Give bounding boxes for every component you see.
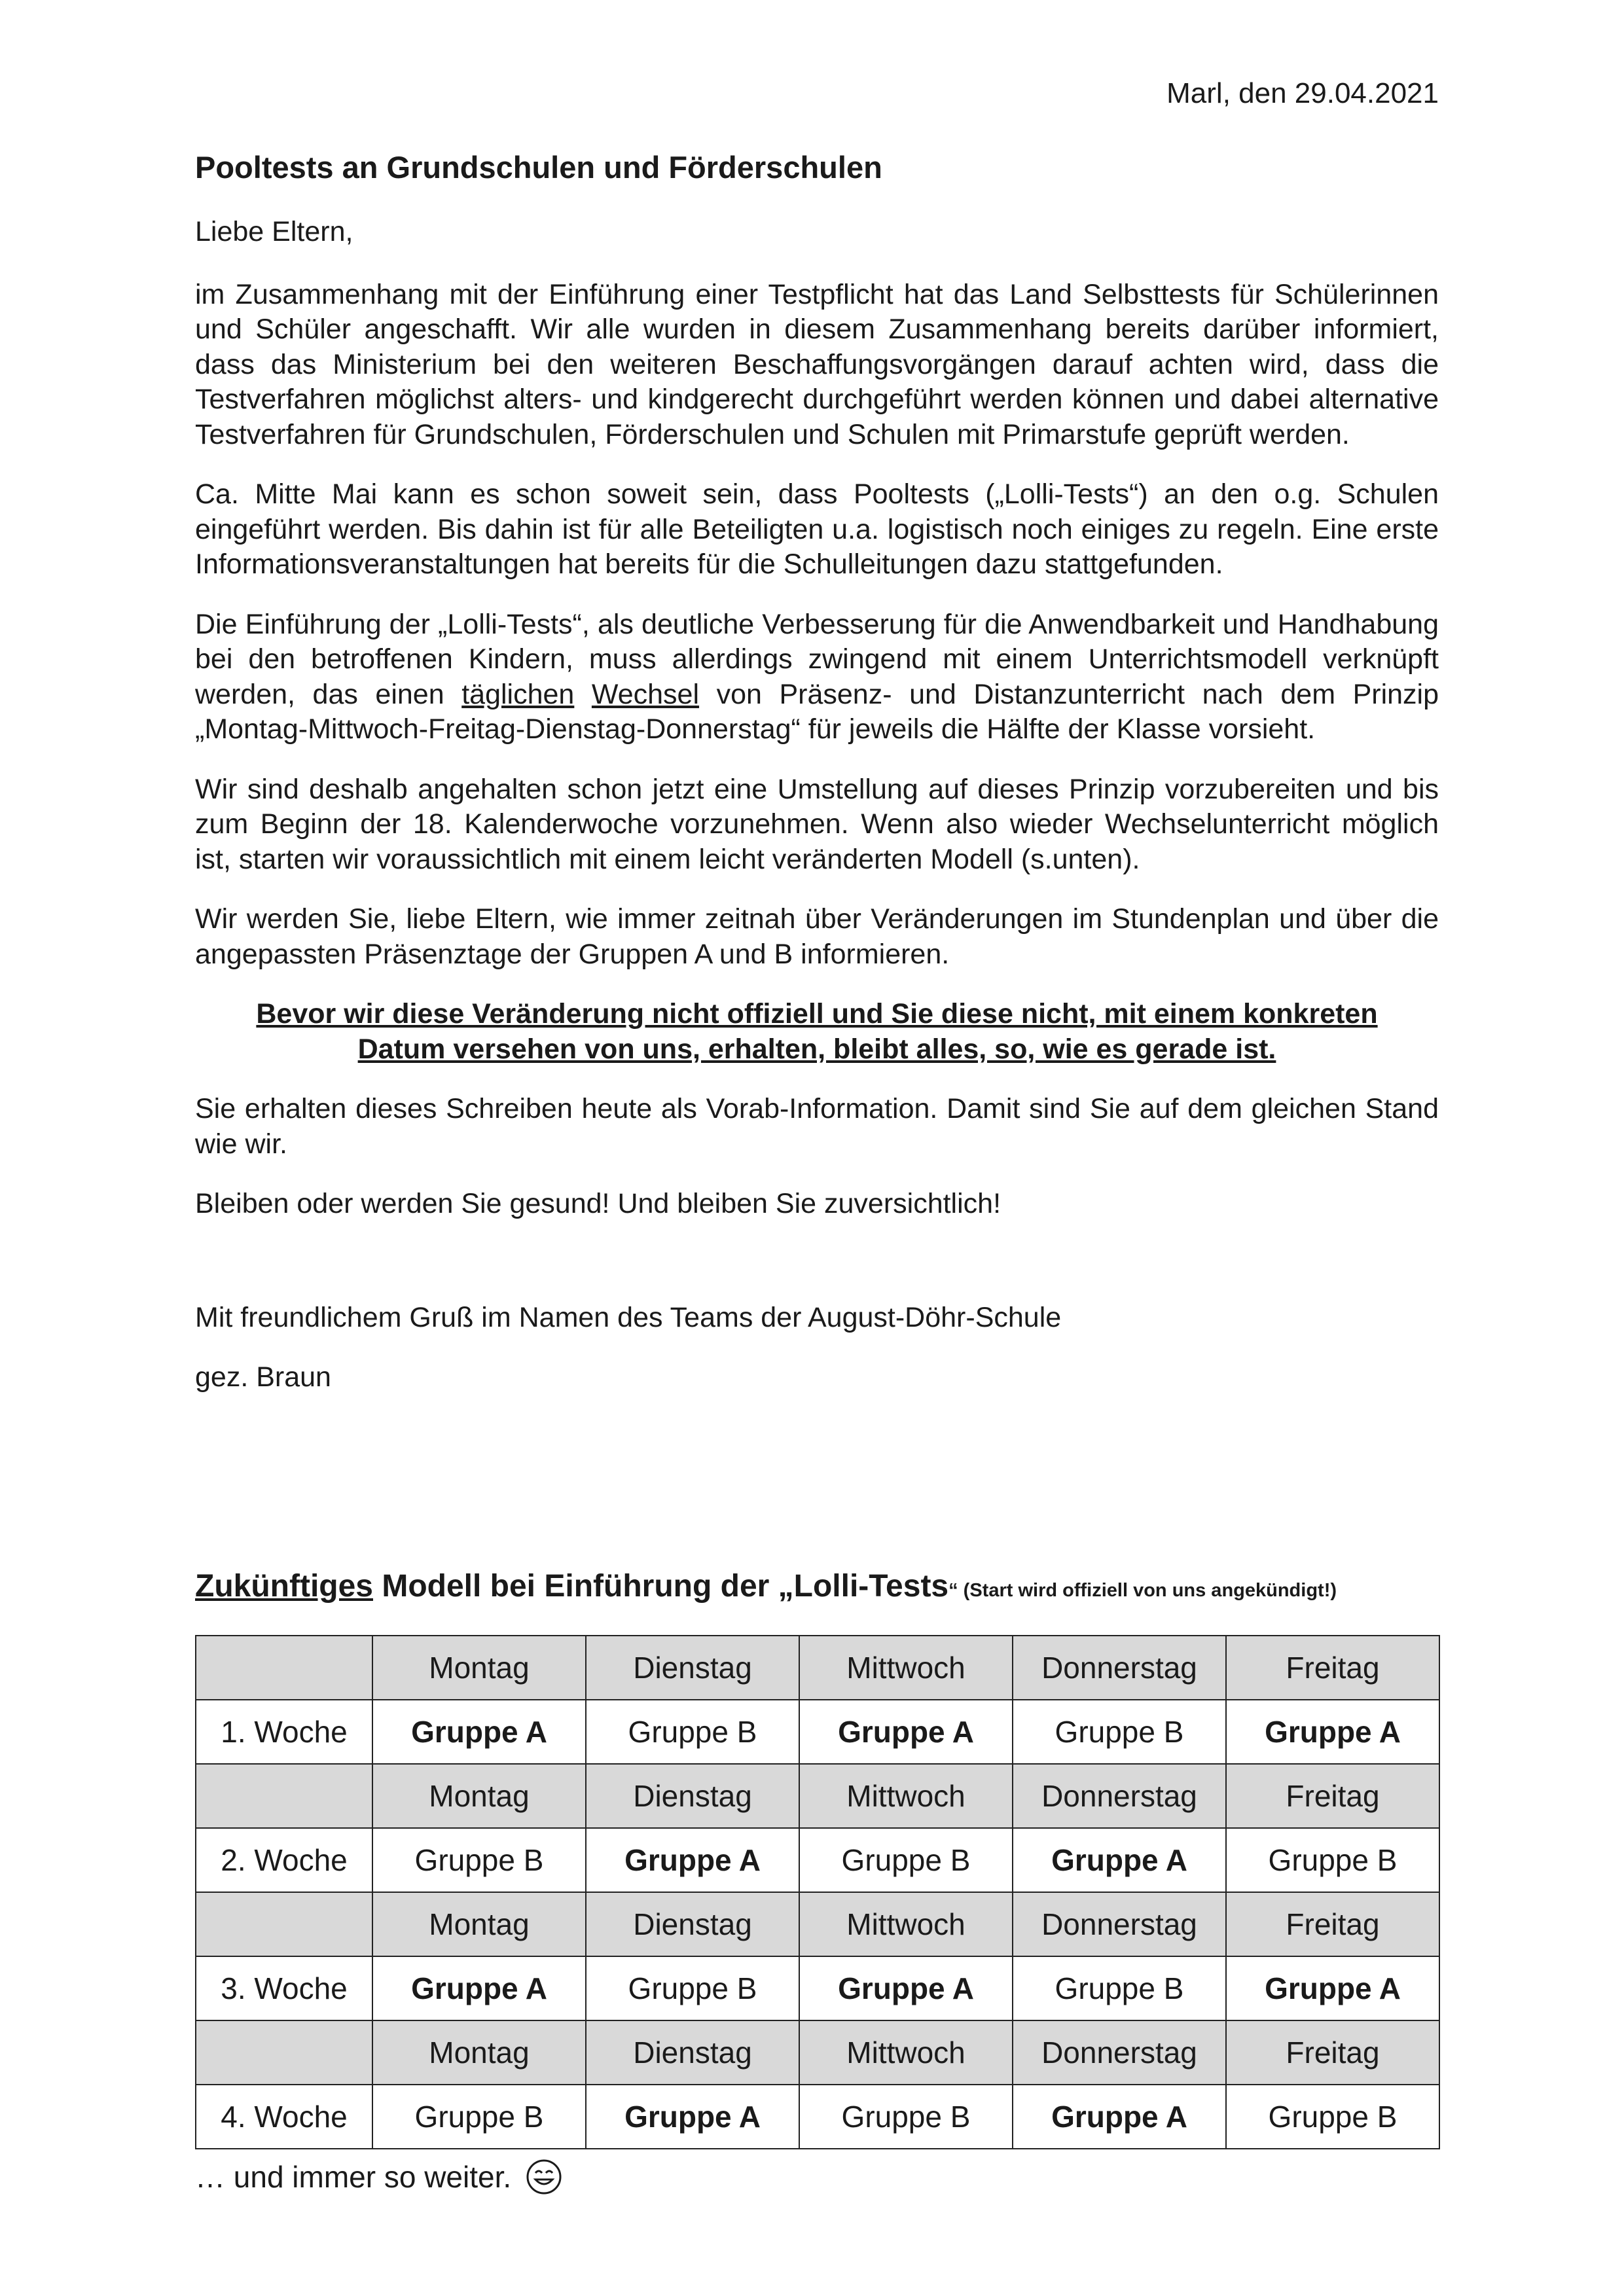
group-cell: Gruppe A (586, 2085, 799, 2149)
day-header-row (196, 1636, 1439, 1700)
important-notice: Bevor wir diese Veränderung nicht offiziell und Sie diese nicht, mit einem konkreten Datum versehen von uns, erhalten, bleibt alles, so, wie es gerade ist. (256, 998, 1378, 1065)
group-cell: Gruppe B (372, 1828, 586, 1892)
week-row (196, 1956, 1439, 2020)
group-cell: Gruppe A (799, 1956, 1013, 2020)
group-cell: Gruppe B (586, 1956, 799, 2020)
empty-corner-cell (196, 2020, 372, 2085)
week-row (196, 1828, 1439, 1892)
day-header-row (196, 1892, 1439, 1956)
group-cell: Gruppe A (372, 1956, 586, 2020)
week-label-cell: 1. Woche (196, 1700, 372, 1764)
underlined-word-change: Wechsel (591, 678, 700, 710)
group-cell: Gruppe A (1226, 1700, 1439, 1764)
week-row (196, 1700, 1439, 1764)
letter-title: Pooltests an Grundschulen und Förderschulen (195, 150, 882, 185)
date-line: Marl, den 29.04.2021 (1166, 77, 1439, 109)
day-header-cell: Dienstag (586, 2020, 799, 2085)
model-heading-rest: Modell bei Einführung der „Lolli-Tests (373, 1569, 949, 1604)
day-header-cell: Dienstag (586, 1892, 799, 1956)
empty-corner-cell (196, 1764, 372, 1828)
closing: Mit freundlichem Gruß im Namen des Teams der August-Döhr-Schule (195, 1301, 1062, 1333)
paragraph-3 (195, 607, 1439, 747)
group-cell: Gruppe A (799, 1700, 1013, 1764)
day-header-cell: Donnerstag (1013, 1892, 1226, 1956)
day-header-cell: Freitag (1226, 2020, 1439, 2085)
paragraph-3-part-1: Die Einführung der „Lolli-Tests“, als deutliche Verbesserung für die Anwendbarkeit und Handhabung bei den betroffenen Kindern, muss allerdings zwingend mit einem Unterrichtsmodell verknüpft werden, das einen (195, 608, 1439, 710)
group-cell: Gruppe B (1226, 1828, 1439, 1892)
day-header-cell: Montag (372, 1892, 586, 1956)
week-label-cell: 4. Woche (196, 2085, 372, 2149)
model-heading-underlined: Zukünftiges (195, 1569, 373, 1604)
paragraph-3-part-2: von Präsenz- und Distanzunterricht nach dem Prinzip „Montag-Mittwoch-Freitag-Dienstag-Donnerstag“ für jeweils die Hälfte der Klasse vorsieht. (195, 678, 1439, 745)
week-row (196, 2085, 1439, 2149)
paragraph-6: Sie erhalten dieses Schreiben heute als Vorab-Information. Damit sind Sie auf dem gleichen Stand wie wir. (195, 1093, 1439, 1160)
signature: gez. Braun (195, 1361, 331, 1393)
paragraph-7: Bleiben oder werden Sie gesund! Und bleiben Sie zuversichtlich! (195, 1188, 1001, 1219)
week-label-cell: 3. Woche (196, 1956, 372, 2020)
day-header-cell: Mittwoch (799, 1636, 1013, 1700)
group-cell: Gruppe A (586, 1828, 799, 1892)
day-header-cell: Freitag (1226, 1764, 1439, 1828)
group-cell: Gruppe B (799, 2085, 1013, 2149)
day-header-cell: Freitag (1226, 1636, 1439, 1700)
day-header-cell: Dienstag (586, 1636, 799, 1700)
letter-body (195, 215, 1439, 1420)
day-header-cell: Donnerstag (1013, 1636, 1226, 1700)
paragraph-1: im Zusammenhang mit der Einführung einer Testpflicht hat das Land Selbsttests für Schülerinnen und Schüler angeschafft. Wir alle wurden in diesem Zusammenhang bereits darüber informiert, dass das Ministerium bei den weiteren Beschaffungsvorgängen darauf achten wird, dass die Testverfahren möglichst alters- und kindgerecht durchgeführt werden können und dabei alternative Testverfahren für Grundschulen, Förderschulen und Schulen mit Primarstufe geprüft werden. (195, 278, 1439, 450)
empty-corner-cell (196, 1892, 372, 1956)
model-heading (195, 1568, 1337, 1604)
footer-line (195, 2159, 562, 2195)
group-cell: Gruppe B (1013, 1700, 1226, 1764)
day-header-cell: Montag (372, 2020, 586, 2085)
group-cell: Gruppe A (1226, 1956, 1439, 2020)
paragraph-2: Ca. Mitte Mai kann es schon soweit sein, dass Pooltests („Lolli-Tests“) an den o.g. Schulen eingeführt werden. Bis dahin ist für alle Beteiligten u.a. logistisch noch einiges zu regeln. Eine erste Informationsveranstaltungen hat bereits für die Schulleitungen dazu stattgefunden. (195, 478, 1439, 580)
paragraph-4: Wir sind deshalb angehalten schon jetzt eine Umstellung auf dieses Prinzip vorzubereiten und bis zum Beginn der 18. Kalenderwoche vorzunehmen. Wenn also wieder Wechselunterricht möglich ist, starten wir voraussichtlich mit einem leicht veränderten Modell (s.unten). (195, 773, 1439, 875)
group-cell: Gruppe B (586, 1700, 799, 1764)
group-cell: Gruppe B (1226, 2085, 1439, 2149)
group-cell: Gruppe A (1013, 1828, 1226, 1892)
footer-text: … und immer so weiter. (195, 2160, 512, 2194)
model-heading-note: “ (Start wird offiziell von uns angekündigt!) (948, 1580, 1337, 1601)
group-cell: Gruppe B (1013, 1956, 1226, 2020)
day-header-cell: Mittwoch (799, 1892, 1013, 1956)
day-header-cell: Montag (372, 1764, 586, 1828)
greeting: Liebe Eltern, (195, 216, 353, 247)
group-cell: Gruppe B (799, 1828, 1013, 1892)
day-header-cell: Mittwoch (799, 2020, 1013, 2085)
day-header-cell: Freitag (1226, 1892, 1439, 1956)
day-header-cell: Mittwoch (799, 1764, 1013, 1828)
underlined-word-daily: täglichen (461, 678, 575, 710)
smiley-face-icon (526, 2159, 562, 2195)
day-header-cell: Donnerstag (1013, 1764, 1226, 1828)
day-header-row (196, 2020, 1439, 2085)
group-cell: Gruppe B (372, 2085, 586, 2149)
week-label-cell: 2. Woche (196, 1828, 372, 1892)
group-cell: Gruppe A (372, 1700, 586, 1764)
day-header-cell: Dienstag (586, 1764, 799, 1828)
day-header-row (196, 1764, 1439, 1828)
day-header-cell: Montag (372, 1636, 586, 1700)
schedule-table (195, 1635, 1440, 2149)
group-cell: Gruppe A (1013, 2085, 1226, 2149)
empty-corner-cell (196, 1636, 372, 1700)
day-header-cell: Donnerstag (1013, 2020, 1226, 2085)
paragraph-5: Wir werden Sie, liebe Eltern, wie immer zeitnah über Veränderungen im Stundenplan und über die angepassten Präsenztage der Gruppen A und B informieren. (195, 903, 1439, 970)
